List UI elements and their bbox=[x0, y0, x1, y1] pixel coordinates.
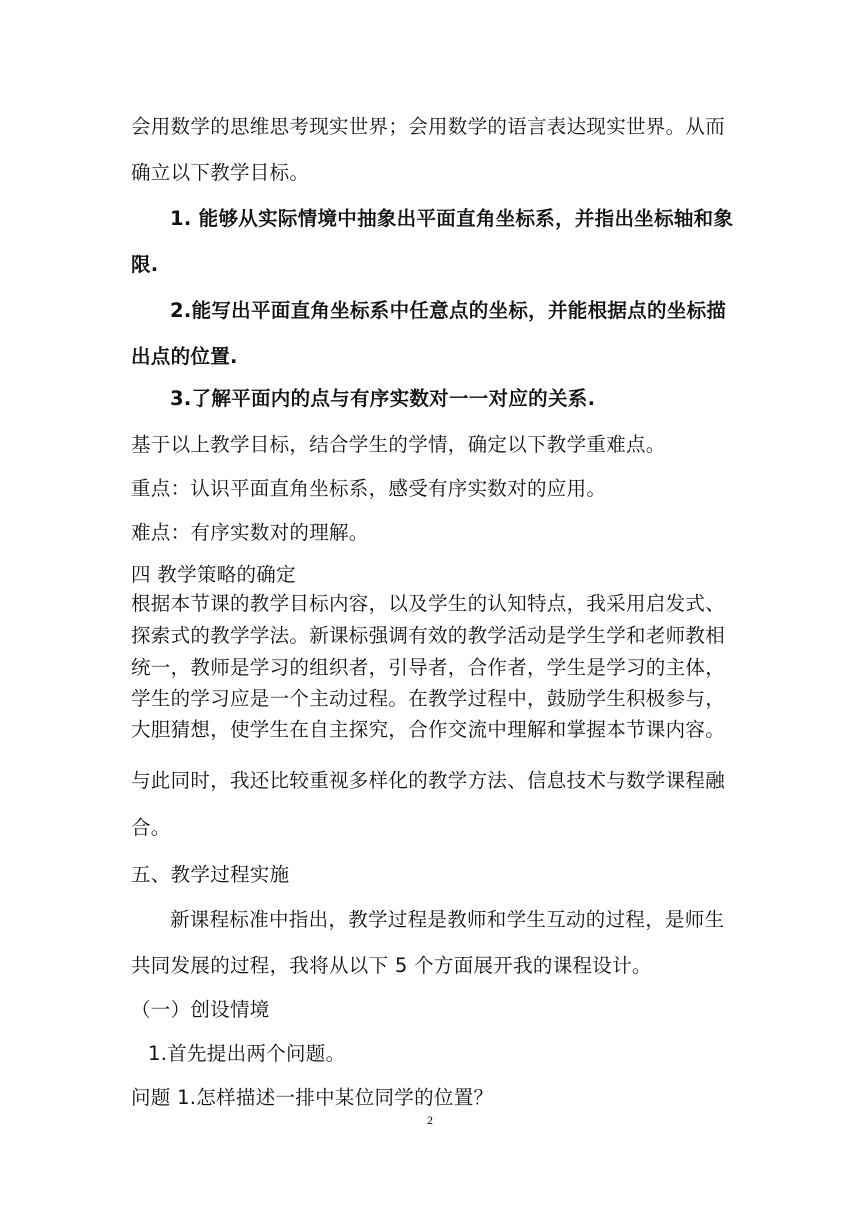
text-line: 基于以上教学目标，结合学生的学情，确定以下教学重难点。 bbox=[131, 433, 666, 456]
text-line: 1.首先提出两个问题。 bbox=[148, 1042, 346, 1065]
text-line: 探索式的教学学法。新课标强调有效的教学活动是学生学和老师教相 bbox=[131, 624, 726, 647]
text-line: 确立以下教学目标。 bbox=[131, 161, 310, 184]
text-line: 学生的学习应是一个主动过程。在教学过程中，鼓励学生积极参与， bbox=[131, 687, 726, 710]
text-line: 会用数学的思维思考现实世界；会用数学的语言表达现实世界。从而 bbox=[131, 115, 726, 138]
text-line: 出点的位置. bbox=[131, 345, 238, 368]
text-line: 与此同时，我还比较重视多样化的教学方法、信息技术与数学课程融 bbox=[131, 769, 726, 792]
question-1: 问题 1.怎样描述一排中某位同学的位置？ bbox=[131, 1086, 494, 1109]
section-heading-5: 五、教学过程实施 bbox=[131, 863, 290, 886]
text-line: 限. bbox=[131, 253, 159, 276]
objective-2: 2.能写出平面直角坐标系中任意点的坐标，并能根据点的坐标描 bbox=[170, 299, 727, 322]
page-number: 2 bbox=[427, 1113, 433, 1127]
text-line: 共同发展的过程，我将从以下 5 个方面展开我的课程设计。 bbox=[131, 954, 652, 977]
key-point: 重点：认识平面直角坐标系，感受有序实数对的应用。 bbox=[131, 477, 607, 500]
difficult-point: 难点：有序实数对的理解。 bbox=[131, 521, 369, 544]
objective-3: 3.了解平面内的点与有序实数对一一对应的关系. bbox=[170, 387, 596, 410]
section-heading-4: 四 教学策略的确定 bbox=[131, 563, 296, 586]
text-line: 大胆猜想，使学生在自主探究，合作交流中理解和掌握本节课内容。 bbox=[131, 718, 726, 741]
text-line: 根据本节课的教学目标内容，以及学生的认知特点，我采用启发式、 bbox=[131, 592, 726, 615]
text-line: 新课程标准中指出，教学过程是教师和学生互动的过程，是师生 bbox=[170, 908, 725, 931]
objective-1: 1. 能够从实际情境中抽象出平面直角坐标系，并指出坐标轴和象 bbox=[170, 207, 734, 230]
text-line: 统一，教师是学习的组织者，引导者，合作者，学生是学习的主体， bbox=[131, 656, 726, 679]
subsection-heading: （一）创设情境 bbox=[131, 998, 270, 1021]
text-line: 合。 bbox=[131, 816, 171, 839]
